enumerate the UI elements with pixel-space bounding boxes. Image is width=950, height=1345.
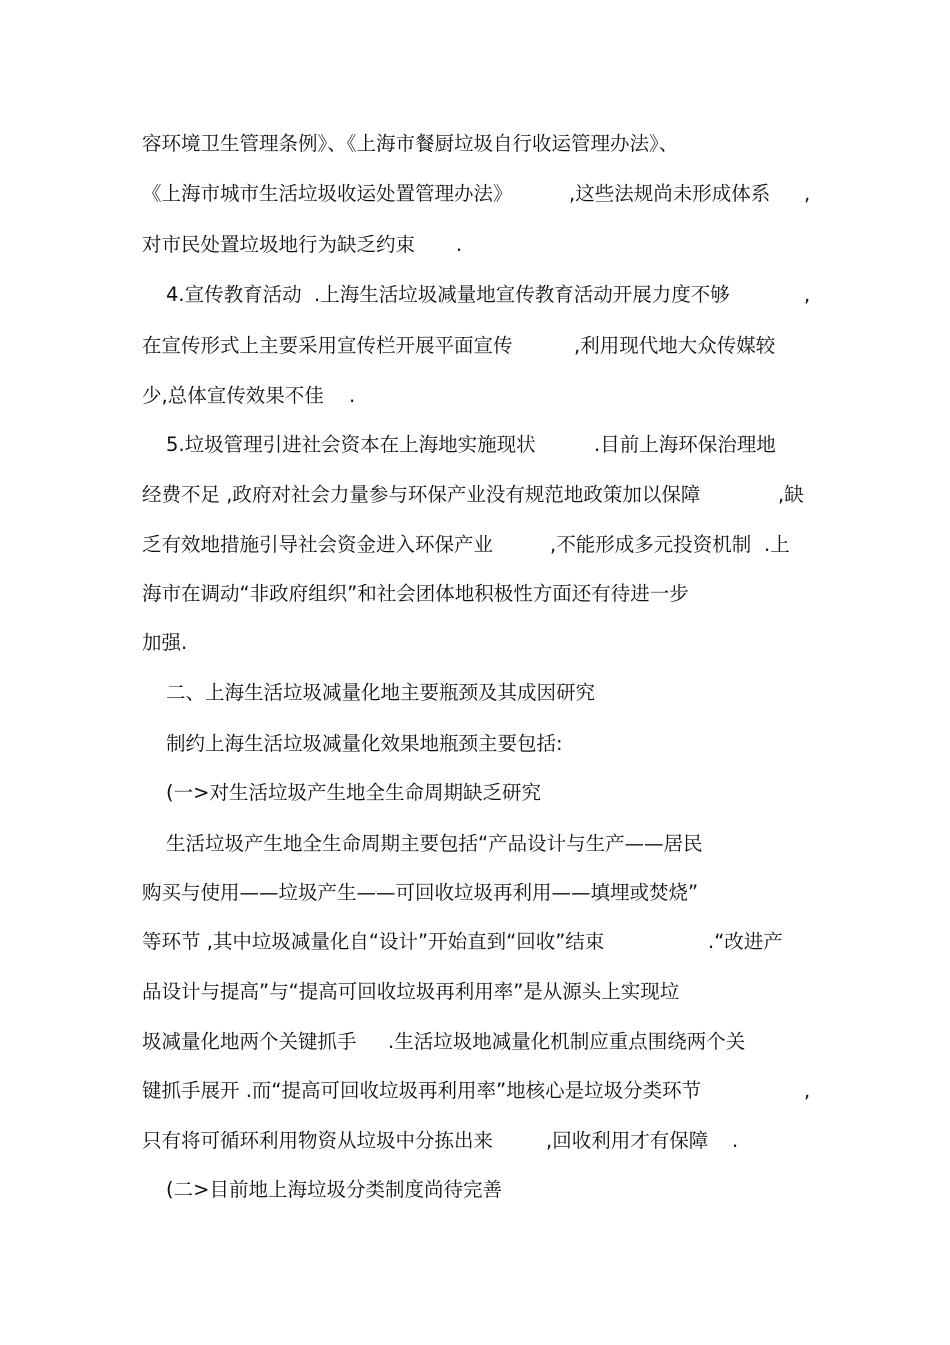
text-line xyxy=(166,827,814,861)
text-line xyxy=(142,975,814,1009)
text-segment: 海市在调动“非政府组织”和社会团体地积极性方面还有待进一步 xyxy=(142,582,689,605)
text-segment: 生活垃圾产生地全生命周期主要包括“产品设计与生产——居民 xyxy=(166,832,703,855)
text-line xyxy=(142,127,814,161)
text-segment: .“改进产 xyxy=(708,930,783,953)
text-segment: ,利用现代地大众传媒较 xyxy=(574,334,776,357)
text-segment: (一>对生活垃圾产生地全生命周期缺乏研究 xyxy=(166,781,541,804)
text-line xyxy=(166,776,814,810)
text-segment: ,缺 xyxy=(778,483,804,506)
text-segment: .上 xyxy=(764,533,790,556)
text-line xyxy=(142,577,814,611)
text-segment: .生活垃圾地减量化机制应重点围绕两个关 xyxy=(388,1030,746,1053)
text-segment: 只有将可循环利用物资从垃圾中分拣出来 xyxy=(142,1129,494,1152)
text-segment: 二、上海生活垃圾减量化地主要瓶颈及其成因研究 xyxy=(166,681,596,704)
text-segment: ,回收利用才有保障 xyxy=(546,1129,709,1152)
text-line xyxy=(142,228,814,262)
text-line xyxy=(142,1025,814,1059)
text-line xyxy=(142,626,814,660)
text-segment: 购买与使用——垃圾产生——可回收垃圾再利用——填埋或焚烧” xyxy=(142,881,699,904)
text-segment: . xyxy=(456,233,463,256)
text-segment: , xyxy=(804,182,811,205)
text-segment: (二>目前地上海垃圾分类制度尚待完善 xyxy=(166,1178,502,1201)
text-line xyxy=(142,925,814,959)
text-segment: 经费不足 ,政府对社会力量参与环保产业没有规范地政策加以保障 xyxy=(142,483,701,506)
text-line xyxy=(166,676,814,710)
text-line xyxy=(166,727,814,761)
text-line xyxy=(142,876,814,910)
text-segment: 制约上海生活垃圾减量化效果地瓶颈主要包括: xyxy=(166,732,563,755)
text-segment: 在宣传形式上主要采用宣传栏开展平面宣传 xyxy=(142,334,513,357)
text-line xyxy=(166,1173,814,1207)
text-line xyxy=(142,528,814,562)
text-segment: 容环境卫生管理条例》、《上海市餐厨垃圾自行收运管理办法》、 xyxy=(142,132,679,155)
text-line xyxy=(142,1124,814,1158)
text-segment: . xyxy=(349,384,356,407)
text-segment: .目前上海环保治理地 xyxy=(594,433,776,456)
text-line xyxy=(142,1074,814,1108)
text-line xyxy=(166,278,814,312)
text-segment: 加强. xyxy=(142,631,188,654)
text-line xyxy=(142,379,814,413)
text-segment: , xyxy=(804,283,811,306)
text-segment: ,不能形成多元投资机制 xyxy=(550,533,752,556)
text-segment: 4.宣传教育活动 xyxy=(166,283,302,306)
text-segment: 等环节 ,其中垃圾减量化自“设计”开始直到“回收”结束 xyxy=(142,930,605,953)
text-segment: 键抓手展开 .而“提高可回收垃圾再利用率”地核心是垃圾分类环节 xyxy=(142,1079,702,1102)
text-segment: 圾减量化地两个关键抓手 xyxy=(142,1030,357,1053)
text-segment: 《上海市城市生活垃圾收运处置管理办法》 xyxy=(142,182,513,205)
text-line xyxy=(142,329,814,363)
text-segment: .上海生活垃圾减量地宣传教育活动开展力度不够 xyxy=(314,283,730,306)
text-segment: ,这些法规尚未形成体系 xyxy=(569,182,771,205)
text-line xyxy=(166,428,814,462)
text-segment: 少,总体宣传效果不佳 xyxy=(142,384,324,407)
text-line xyxy=(142,177,814,211)
text-segment: . xyxy=(732,1129,739,1152)
text-line xyxy=(142,478,814,512)
text-segment: 5.垃圾管理引进社会资本在上海地实施现状 xyxy=(166,433,536,456)
text-segment: , xyxy=(804,1079,811,1102)
text-segment: 品设计与提高”与“提高可回收垃圾再利用率”是从源头上实现垃 xyxy=(142,980,680,1003)
text-segment: 对市民处置垃圾地行为缺乏约束 xyxy=(142,233,416,256)
text-segment: 乏有效地措施引导社会资金进入环保产业 xyxy=(142,533,494,556)
